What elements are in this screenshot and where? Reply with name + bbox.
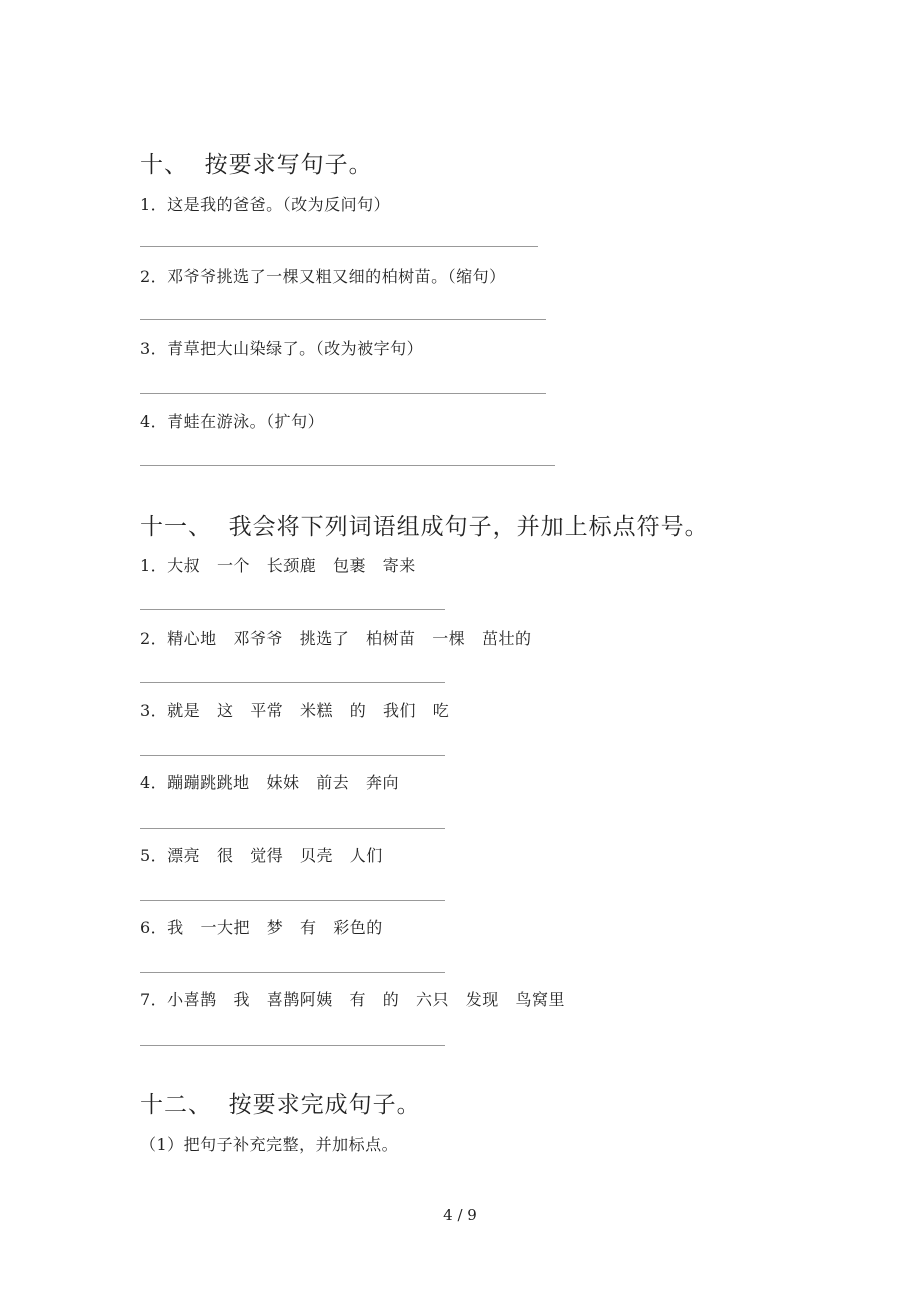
question-10-3: 3．青草把大山染绿了。（改为被字句） bbox=[140, 339, 424, 358]
answer-line[interactable] bbox=[140, 828, 445, 829]
question-11-6: 6．我 一大把 梦 有 彩色的 bbox=[140, 918, 383, 937]
answer-line[interactable] bbox=[140, 1045, 445, 1046]
question-11-5: 5．漂亮 很 觉得 贝壳 人们 bbox=[140, 846, 383, 865]
answer-line[interactable] bbox=[140, 682, 445, 683]
question-11-2: 2．精心地 邓爷爷 挑选了 柏树苗 一棵 茁壮的 bbox=[140, 629, 532, 648]
section-11-title: 十一、 我会将下列词语组成句子，并加上标点符号。 bbox=[140, 514, 709, 540]
answer-line[interactable] bbox=[140, 609, 445, 610]
answer-line[interactable] bbox=[140, 755, 445, 756]
answer-line[interactable] bbox=[140, 319, 546, 320]
question-10-4: 4．青蛙在游泳。（扩句） bbox=[140, 412, 325, 431]
section-12-title: 十二、 按要求完成句子。 bbox=[140, 1092, 421, 1118]
answer-line[interactable] bbox=[140, 246, 538, 247]
answer-line[interactable] bbox=[140, 972, 445, 973]
answer-line[interactable] bbox=[140, 900, 445, 901]
answer-line[interactable] bbox=[140, 465, 555, 466]
question-12-1: （1）把句子补充完整，并加标点。 bbox=[140, 1135, 399, 1154]
question-10-1: 1．这是我的爸爸。（改为反问句） bbox=[140, 195, 391, 214]
question-11-1: 1．大叔 一个 长颈鹿 包裹 寄来 bbox=[140, 556, 416, 575]
page-number: 4 / 9 bbox=[443, 1206, 477, 1224]
question-11-3: 3．就是 这 平常 米糕 的 我们 吃 bbox=[140, 701, 450, 720]
question-10-2: 2．邓爷爷挑选了一棵又粗又细的柏树苗。（缩句） bbox=[140, 267, 506, 286]
question-11-7: 7．小喜鹊 我 喜鹊阿姨 有 的 六只 发现 鸟窝里 bbox=[140, 990, 565, 1009]
question-11-4: 4．蹦蹦跳跳地 妹妹 前去 奔向 bbox=[140, 773, 399, 792]
section-10-title: 十、 按要求写句子。 bbox=[140, 152, 373, 178]
answer-line[interactable] bbox=[140, 393, 546, 394]
